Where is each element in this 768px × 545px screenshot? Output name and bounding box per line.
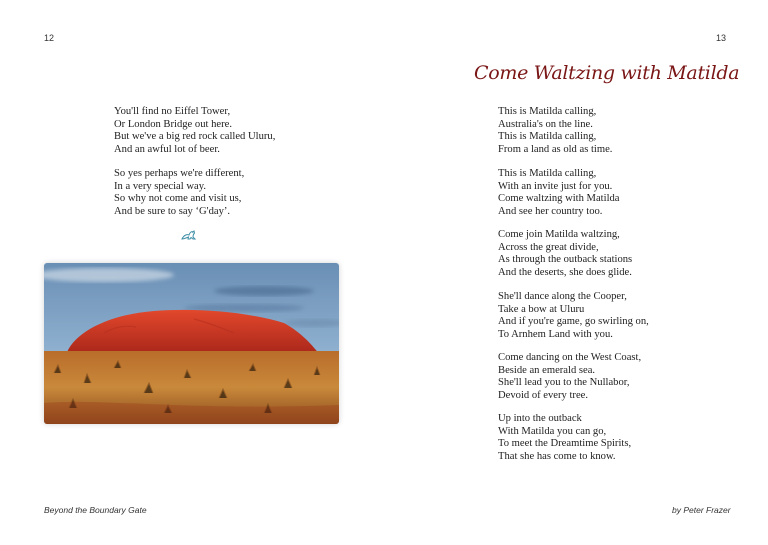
- poem-line: Come join Matilda waltzing,: [498, 229, 620, 240]
- poem-line: Come waltzing with Matilda: [498, 193, 620, 205]
- poem-stanza: [114, 106, 275, 156]
- poem-line: Australia's on the line.: [498, 118, 593, 130]
- poem-line: So why not come and visit us,: [114, 193, 242, 205]
- poem-stanza: [498, 168, 620, 218]
- page-number-right: 13: [716, 33, 727, 43]
- poem-stanza: [498, 291, 649, 341]
- poem-line: In a very special way.: [114, 180, 206, 192]
- poem-line: From a land as old as time.: [498, 143, 613, 155]
- poem-line: Devoid of every tree.: [498, 389, 589, 401]
- poem-line: Beside an emerald sea.: [498, 364, 596, 376]
- footer-author: by Peter Frazer: [672, 505, 731, 515]
- poem-line: With an invite just for you.: [498, 180, 613, 192]
- poem-line: As through the outback stations: [498, 254, 633, 266]
- kangaroo-icon: [181, 226, 197, 245]
- poem-title: Come Waltzing with Matilda: [474, 62, 740, 84]
- uluru-photo: [44, 263, 339, 424]
- poem-line: And be sure to say ‘G'day’.: [114, 205, 231, 217]
- poem-line: Or London Bridge out here.: [114, 118, 232, 130]
- poem-line: And see her country too.: [498, 205, 603, 217]
- poem-line: So yes perhaps we're different,: [114, 168, 245, 179]
- poem-line: With Matilda you can go,: [498, 425, 607, 437]
- poem-line: This is Matilda calling,: [498, 106, 597, 117]
- page-number-left: 12: [44, 33, 55, 43]
- poem-line: And if you're game, go swirling on,: [498, 316, 649, 328]
- poem-line: Across the great divide,: [498, 241, 599, 253]
- poem-line: That she has come to know.: [498, 450, 616, 462]
- poem-line: Come dancing on the West Coast,: [498, 352, 642, 363]
- poem-stanza: [498, 413, 631, 463]
- poem-line: To meet the Dreamtime Spirits,: [498, 438, 632, 450]
- poem-line: She'll lead you to the Nullabor,: [498, 377, 630, 389]
- poem-line: And an awful lot of beer.: [114, 143, 220, 155]
- poem-line: Take a bow at Uluru: [498, 303, 585, 315]
- poem-line: Up into the outback: [498, 413, 582, 424]
- poem-line: This is Matilda calling,: [498, 131, 597, 143]
- poem-line: You'll find no Eiffel Tower,: [114, 106, 231, 117]
- poem-line: This is Matilda calling,: [498, 168, 597, 179]
- poem-stanza: [114, 168, 244, 218]
- poem-line: But we've a big red rock called Uluru,: [114, 131, 276, 143]
- poem-stanza: [498, 229, 632, 279]
- poem-line: And the deserts, she does glide.: [498, 266, 632, 278]
- poem-line: To Arnhem Land with you.: [498, 328, 613, 340]
- poem-stanza: [498, 352, 641, 402]
- poem-line: She'll dance along the Cooper,: [498, 291, 627, 302]
- poem-stanza: [498, 106, 612, 156]
- footer-book-title: Beyond the Boundary Gate: [44, 505, 147, 515]
